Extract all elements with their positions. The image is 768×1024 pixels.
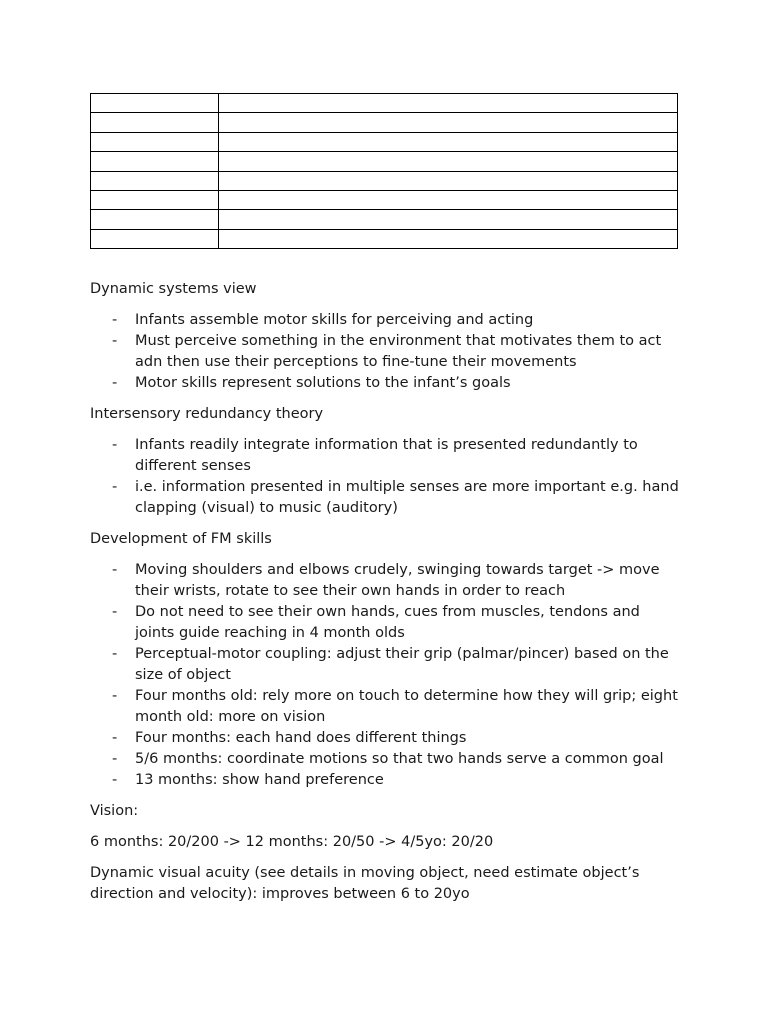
table-cell [91, 152, 219, 171]
list-item [90, 749, 680, 770]
table-cell [91, 171, 219, 190]
table-cell [91, 132, 219, 151]
vision-acuity-line: 6 months: 20/200 -> 12 months: 20/50 -> 4/5yo: 20/20 [90, 834, 494, 850]
bullet-list [90, 435, 680, 519]
dash-bullet: - [112, 333, 118, 349]
list-item [90, 331, 680, 373]
list-item [90, 644, 680, 686]
list-item-text: 5/6 months: coordinate motions so that two hands serve a common goal [135, 751, 664, 767]
table-row [91, 94, 678, 113]
empty-table [90, 93, 678, 249]
list-item [90, 477, 680, 519]
dash-bullet: - [112, 646, 118, 662]
table-cell [219, 210, 678, 229]
table-row [91, 171, 678, 190]
table-row [91, 229, 678, 248]
list-item-text: 13 months: show hand preference [135, 772, 384, 788]
vision-heading: Vision: [90, 803, 139, 819]
dash-bullet: - [112, 375, 118, 391]
table-row [91, 152, 678, 171]
bullet-list [90, 310, 680, 394]
table-cell [91, 94, 219, 113]
list-item [90, 602, 680, 644]
list-item-text: Must perceive something in the environment that motivates them to act adn then use their perceptions to fine-tune their movements [135, 333, 662, 370]
list-item-text: Do not need to see their own hands, cues from muscles, tendons and joints guide reaching in 4 month olds [135, 604, 640, 641]
table-body [91, 94, 678, 249]
list-item [90, 560, 680, 602]
table-row [91, 132, 678, 151]
table-cell [219, 94, 678, 113]
table-cell [219, 171, 678, 190]
table-cell [219, 152, 678, 171]
section-heading: Intersensory redundancy theory [90, 406, 324, 422]
list-item [90, 770, 680, 791]
dash-bullet: - [112, 312, 118, 328]
table-cell [219, 132, 678, 151]
list-item-text: Four months: each hand does different things [135, 730, 467, 746]
dash-bullet: - [112, 688, 118, 704]
list-item-text: Moving shoulders and elbows crudely, swinging towards target -> move their wrists, rotate to see their own hands in order to reach [135, 562, 660, 599]
list-item-text: i.e. information presented in multiple senses are more important e.g. hand clapping (visual) to music (auditory) [135, 479, 679, 516]
section-heading: Dynamic systems view [90, 281, 257, 297]
table-row [91, 210, 678, 229]
dash-bullet: - [112, 604, 118, 620]
table-cell [219, 190, 678, 209]
sections-container [90, 279, 680, 791]
dash-bullet: - [112, 751, 118, 767]
dash-bullet: - [112, 730, 118, 746]
table-cell [219, 229, 678, 248]
table-row [91, 113, 678, 132]
table-cell [91, 190, 219, 209]
dash-bullet: - [112, 479, 118, 495]
dynamic-visual-acuity-line: Dynamic visual acuity (see details in moving object, need estimate object’s direction and velocity): improves between 6 to 20yo [90, 865, 640, 902]
dash-bullet: - [112, 772, 118, 788]
list-item [90, 435, 680, 477]
document-body [90, 279, 680, 915]
table-cell [91, 229, 219, 248]
table-cell [219, 113, 678, 132]
list-item [90, 373, 680, 394]
dash-bullet: - [112, 562, 118, 578]
list-item-text: Motor skills represent solutions to the infant’s goals [135, 375, 511, 391]
table-row [91, 190, 678, 209]
list-item-text: Infants assemble motor skills for perceiving and acting [135, 312, 534, 328]
list-item-text: Perceptual-motor coupling: adjust their grip (palmar/pincer) based on the size of object [135, 646, 669, 683]
list-item [90, 310, 680, 331]
list-item-text: Four months old: rely more on touch to determine how they will grip; eight month old: more on vision [135, 688, 678, 725]
section-heading: Development of FM skills [90, 531, 272, 547]
list-item [90, 728, 680, 749]
list-item [90, 686, 680, 728]
list-item-text: Infants readily integrate information that is presented redundantly to different senses [135, 437, 638, 474]
bullet-list [90, 560, 680, 791]
table-cell [91, 210, 219, 229]
dash-bullet: - [112, 437, 118, 453]
table-cell [91, 113, 219, 132]
